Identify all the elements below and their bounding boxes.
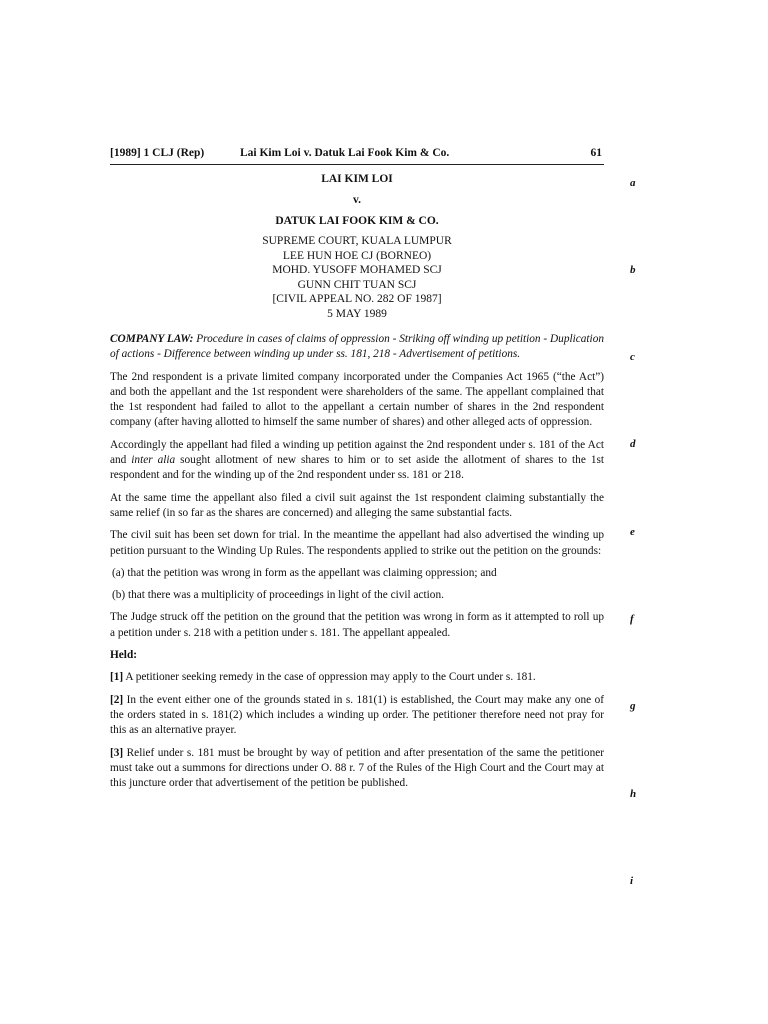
header-citation: [1989] 1 CLJ (Rep) [110,147,205,159]
running-header [110,146,604,165]
party-one: LAI KIM LOI [321,173,393,185]
held-item: [2] In the event either one of the grounds stated in s. 181(1) is established, the Court may make any one of the orders stated in s. 181(2) which includes a winding up order. The petitioner therefore need not pray for this as an alternative prayer. [110,693,604,737]
margin-letter: a [630,177,636,189]
catchwords [110,332,604,363]
margin-letter: e [630,526,635,538]
case-caption [110,172,604,321]
court-line: MOHD. YUSOFF MOHAMED SCJ [272,264,442,276]
margin-letter: f [630,613,634,625]
court-line: GUNN CHIT TUAN SCJ [297,278,417,291]
court-line: [CIVIL APPEAL NO. 282 OF 1987] [272,293,442,305]
margin-letters [630,0,650,1024]
margin-letter: h [630,788,637,800]
court-line: 5 MAY 1989 [327,307,387,320]
headnote-body [110,332,604,798]
held-number: [1] [110,671,124,684]
held-item: [3] Relief under s. 181 must be brought by way of petition and after presentation of the same the petitioner must take out a summons for directions under O. 88 r. 7 of the Rules of the High Court and the Court may at this juncture order that advertisement of the petition be published. [110,746,604,790]
catchwords-text: Procedure in cases of claims of oppression - Striking off winding up petition - Duplication of actions - Difference between winding up under ss. 181, 218 - Advertisement of petitions. [110,333,604,361]
paragraph-civil-suit: At the same time the appellant also filed a civil suit against the 1st respondent claiming substantially the same relief (in so far as the shares are concerned) and alleging the same substantial facts. [110,491,604,519]
held-item: [1] A petitioner seeking remedy in the case of oppression may apply to the Court under s. 181. [110,671,536,684]
inter-alia-text: inter alia [131,454,176,467]
court-line: LEE HUN HOE CJ (BORNEO) [282,249,432,262]
margin-letter: i [630,875,634,887]
paragraph-strike-out: The civil suit has been set down for trial. In the meantime the appellant had also advertised the winding up petition pursuant to the Winding Up Rules. The respondents applied to strike out the petition on the grounds: [110,529,604,557]
margin-letter: g [630,700,636,712]
page-number: 61 [590,147,602,159]
margin-letter: d [630,438,636,450]
catchwords-heading: COMPANY LAW: [110,333,194,345]
court-line: SUPREME COURT, KUALA LUMPUR [262,235,452,247]
versus-label: v. [353,194,361,206]
header-case-title: Lai Kim Loi v. Datuk Lai Fook Kim & Co. [240,147,450,159]
paragraph-accordingly: Accordingly the appellant had filed a winding up petition against the 2nd respondent under s. 181 of the Act and inter alia sought allotment of new shares to him or to set aside the allotment of shares to the 1st respondent and for the winding up of the 2nd respondent under ss. 181 or 218. [110,438,604,482]
ground-a: (a) that the petition was wrong in form as the appellant was claiming oppression; and [112,566,497,579]
party-two: DATUK LAI FOOK KIM & CO. [275,215,439,227]
paragraph-judge: The Judge struck off the petition on the ground that the petition was wrong in form as it attempted to roll up a petition under s. 218 with a petition under s. 181. The appellant appealed. [110,611,604,639]
ground-b: (b) that there was a multiplicity of proceedings in light of the civil action. [112,589,444,602]
held-number: [3] [110,746,124,759]
margin-letter: c [630,351,635,363]
paragraph-facts: The 2nd respondent is a private limited company incorporated under the Companies Act 1965 (“the Act”) and both the appellant and the 1st respondent were shareholders of the same. The appellant complained that the 1st respondent had failed to allot to the appellant a certain number of shares in the 2nd respondent company (after having allotted to himself the same number of shares) and other alleged acts of oppression. [110,370,604,429]
court-details [110,234,604,321]
margin-letter: b [630,264,636,276]
held-label: Held: [110,649,137,662]
held-number: [2] [110,693,124,706]
